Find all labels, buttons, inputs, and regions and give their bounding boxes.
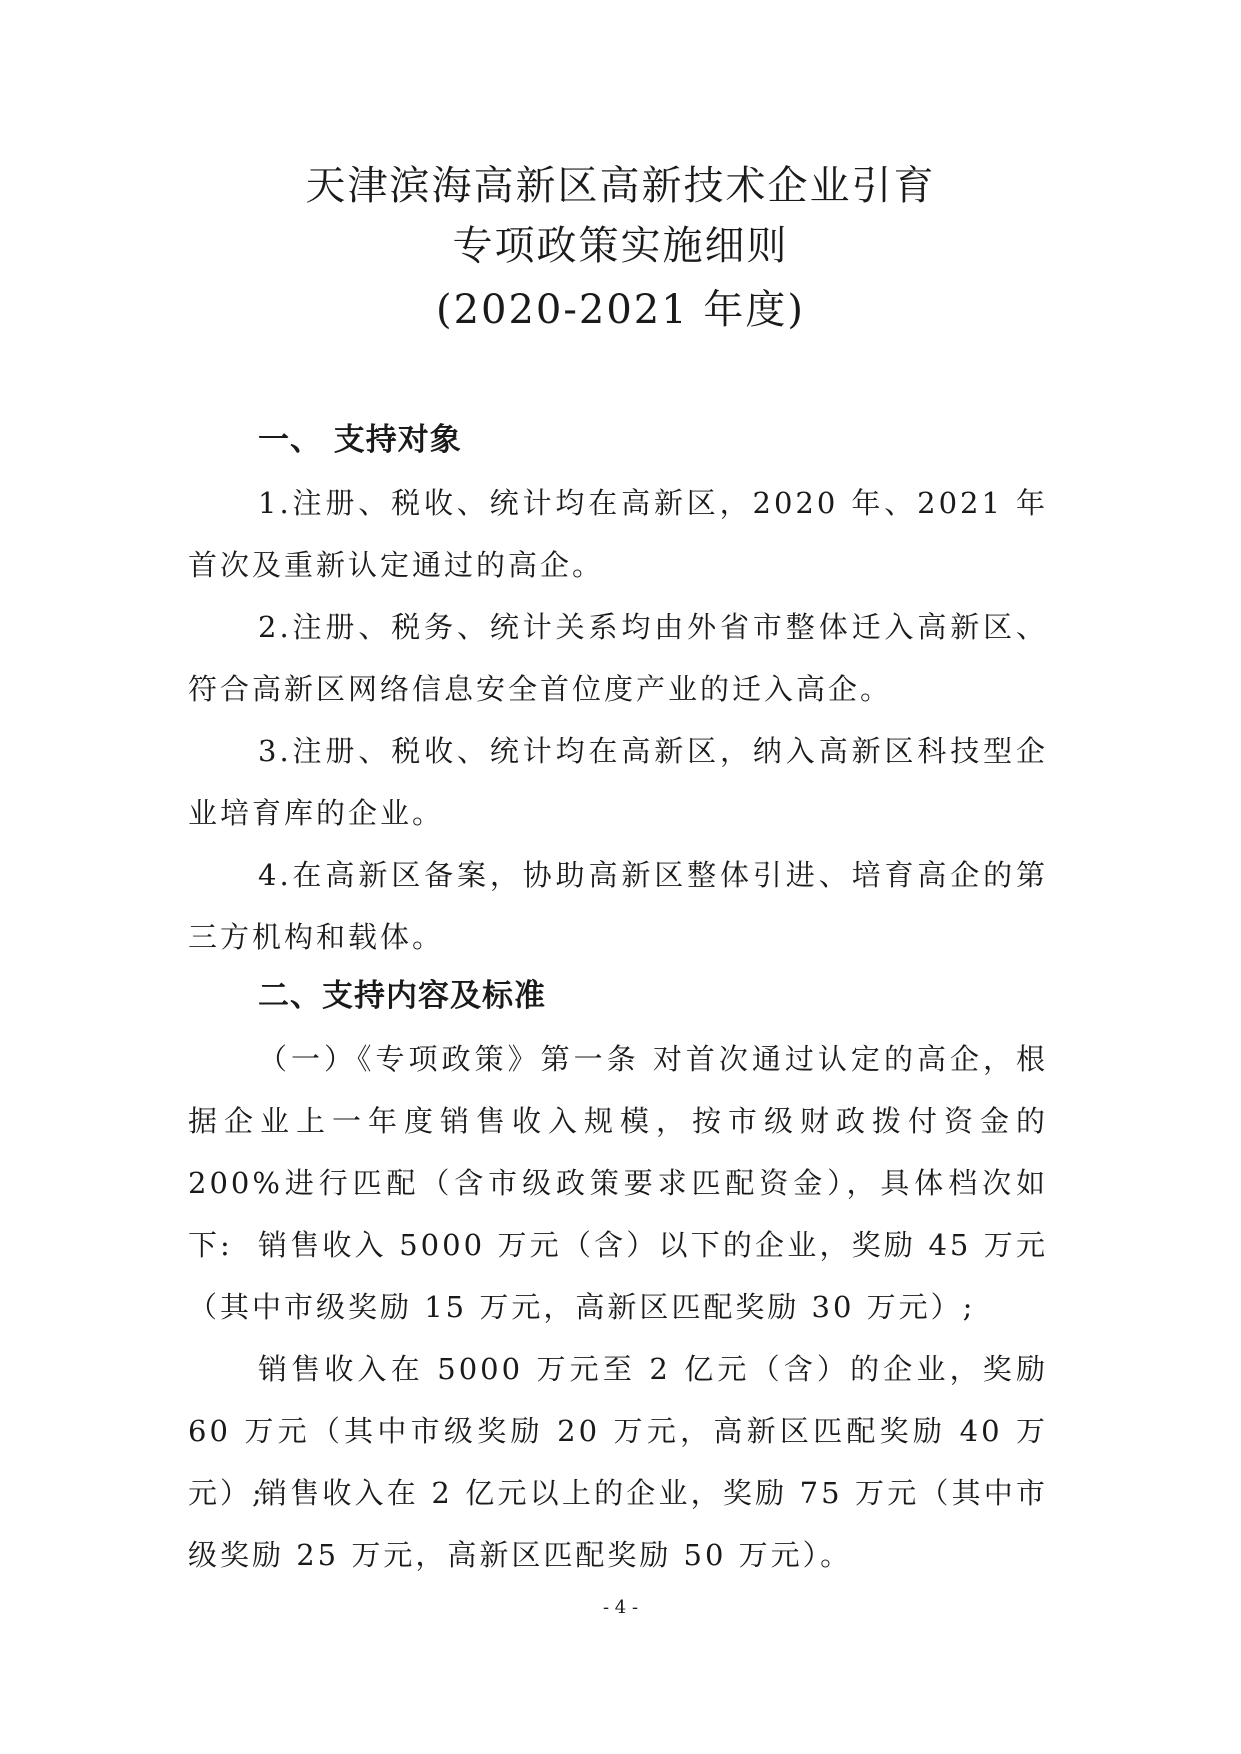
support-target-item-1: 1.注册、税收、统计均在高新区，2020 年、2021 年首次及重新认定通过的高企。 [188, 486, 1048, 582]
document-title-line-1: 天津滨海高新区高新技术企业引育 [305, 163, 936, 209]
page-number: - 4 - [602, 1597, 639, 1618]
support-content-paragraph-1: （一）《专项政策》第一条 对首次通过认定的高企，根据企业上一年度销售收入规模，按市级财政拨付资金的200%进行匹配（含市级政策要求匹配资金），具体档次如下: [188, 1042, 1048, 1262]
support-target-item-4: 4.在高新区备案，协助高新区整体引进、培育高企的第三方机构和载体。 [188, 858, 1048, 954]
support-content-paragraph-3: 销售收入在 5000 万元至 2 亿元（含）的企业，奖励 60 万元（其中市级奖励 20 万元，高新区匹配奖励 40 万元）; [188, 1352, 1048, 1510]
document-title-line-3: (2020-2021 年度) [435, 287, 806, 333]
support-target-item-2: 2.注册、税务、统计关系均由外省市整体迁入高新区、符合高新区网络信息安全首位度产业的迁入高企。 [188, 610, 1048, 706]
document-title-line-2: 专项政策实施细则 [452, 223, 789, 269]
support-content-paragraph-2: 销售收入 5000 万元（含）以下的企业，奖励 45 万元（其中市级奖励 15 万元，高新区匹配奖励 30 万元）; [188, 1228, 1048, 1324]
support-content-paragraph-4: 销售收入在 2 亿元以上的企业，奖励 75 万元（其中市级奖励 25 万元，高新区匹配奖励 50 万元）。 [188, 1476, 1048, 1572]
section-heading-support-content: 二、支持内容及标准 [258, 978, 546, 1014]
support-target-item-3: 3.注册、税收、统计均在高新区，纳入高新区科技型企业培育库的企业。 [188, 734, 1048, 830]
section-heading-support-targets: 一、 支持对象 [258, 422, 462, 458]
